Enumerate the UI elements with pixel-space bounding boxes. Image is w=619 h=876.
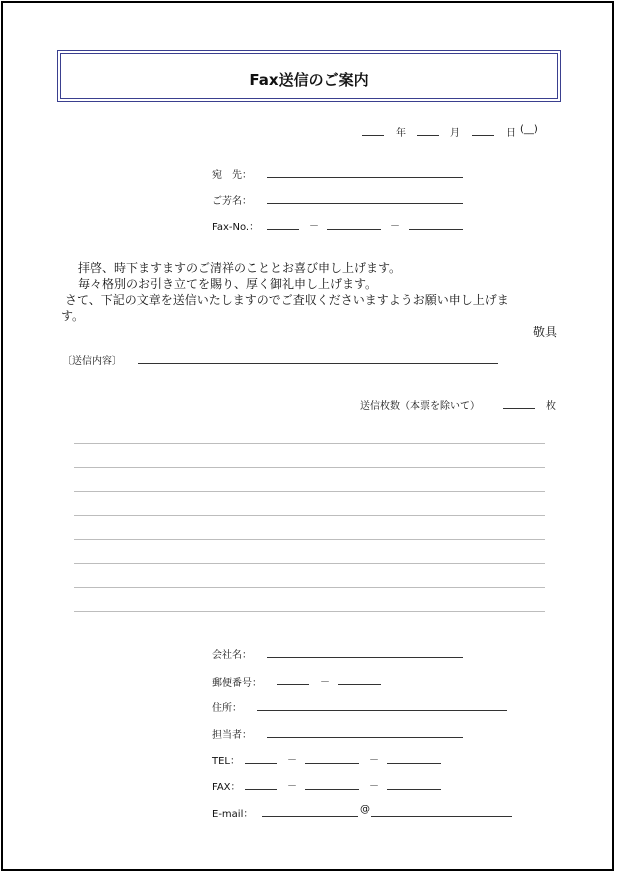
- tel-part3[interactable]: [387, 763, 441, 764]
- name-field[interactable]: [267, 203, 463, 204]
- greeting-line-2: 毎々格別のお引き立てを賜り、厚く御礼申し上げます。: [78, 277, 378, 291]
- content-subject-field[interactable]: [138, 363, 498, 364]
- greeting-line-4: す。: [61, 309, 85, 323]
- email-user-field[interactable]: [262, 816, 358, 817]
- fax-label: FAX：: [212, 782, 241, 793]
- greeting-line-1: 拝啓、時下ますますのご清祥のこととお喜び申し上げます。: [78, 261, 402, 275]
- dash: －: [369, 755, 379, 766]
- fax-no-part3[interactable]: [409, 229, 463, 230]
- day-label: 日: [506, 128, 516, 139]
- email-domain-field[interactable]: [371, 816, 512, 817]
- message-line[interactable]: [74, 539, 545, 540]
- month-blank[interactable]: [417, 135, 439, 136]
- dash: －: [320, 677, 330, 688]
- year-label: 年: [396, 128, 406, 139]
- message-line[interactable]: [74, 467, 545, 468]
- sender-fax-part2[interactable]: [305, 789, 359, 790]
- address-field[interactable]: [257, 710, 507, 711]
- day-blank[interactable]: [472, 135, 494, 136]
- message-line[interactable]: [74, 611, 545, 612]
- postal-part1[interactable]: [277, 684, 309, 685]
- company-field[interactable]: [267, 657, 463, 658]
- postal-part2[interactable]: [338, 684, 381, 685]
- closing: 敬具: [533, 325, 558, 339]
- tel-part2[interactable]: [305, 763, 359, 764]
- page-count-label: 送信枚数（本票を除いて）: [360, 401, 480, 412]
- message-line[interactable]: [74, 515, 545, 516]
- title-frame: [57, 50, 561, 102]
- person-field[interactable]: [267, 737, 463, 738]
- dash: －: [369, 781, 379, 792]
- tel-label: TEL：: [212, 756, 240, 767]
- dash: －: [309, 221, 319, 232]
- email-label: E-mail：: [212, 809, 254, 820]
- to-field[interactable]: [267, 177, 463, 178]
- at-sign: @: [360, 804, 370, 815]
- year-blank[interactable]: [362, 135, 384, 136]
- dash: －: [287, 781, 297, 792]
- page-title: Fax送信のご案内: [249, 71, 369, 89]
- postal-label: 郵便番号：: [212, 678, 262, 689]
- weekday-field[interactable]: (__): [520, 124, 538, 135]
- message-line[interactable]: [74, 563, 545, 564]
- sender-fax-part1[interactable]: [245, 789, 277, 790]
- sender-fax-part3[interactable]: [387, 789, 441, 790]
- person-label: 担当者：: [212, 730, 252, 741]
- message-line[interactable]: [74, 491, 545, 492]
- dash: －: [287, 755, 297, 766]
- dash: －: [390, 221, 400, 232]
- page-count-field[interactable]: [503, 408, 535, 409]
- message-line[interactable]: [74, 443, 545, 444]
- fax-no-part1[interactable]: [267, 229, 299, 230]
- greeting-line-3: さて、下記の文章を送信いたしますのでご査収くださいますようお願い申し上げま: [65, 293, 509, 307]
- company-label: 会社名：: [212, 650, 252, 661]
- fax-no-label: Fax-No.：: [212, 222, 260, 233]
- address-label: 住所：: [212, 703, 242, 714]
- name-label: ご芳名：: [212, 196, 252, 207]
- content-label: 〔送信内容〕: [62, 356, 122, 367]
- fax-no-part2[interactable]: [327, 229, 381, 230]
- tel-part1[interactable]: [245, 763, 277, 764]
- page-count-unit: 枚: [546, 401, 556, 412]
- message-line[interactable]: [74, 587, 545, 588]
- month-label: 月: [450, 128, 460, 139]
- to-label: 宛 先：: [212, 170, 252, 181]
